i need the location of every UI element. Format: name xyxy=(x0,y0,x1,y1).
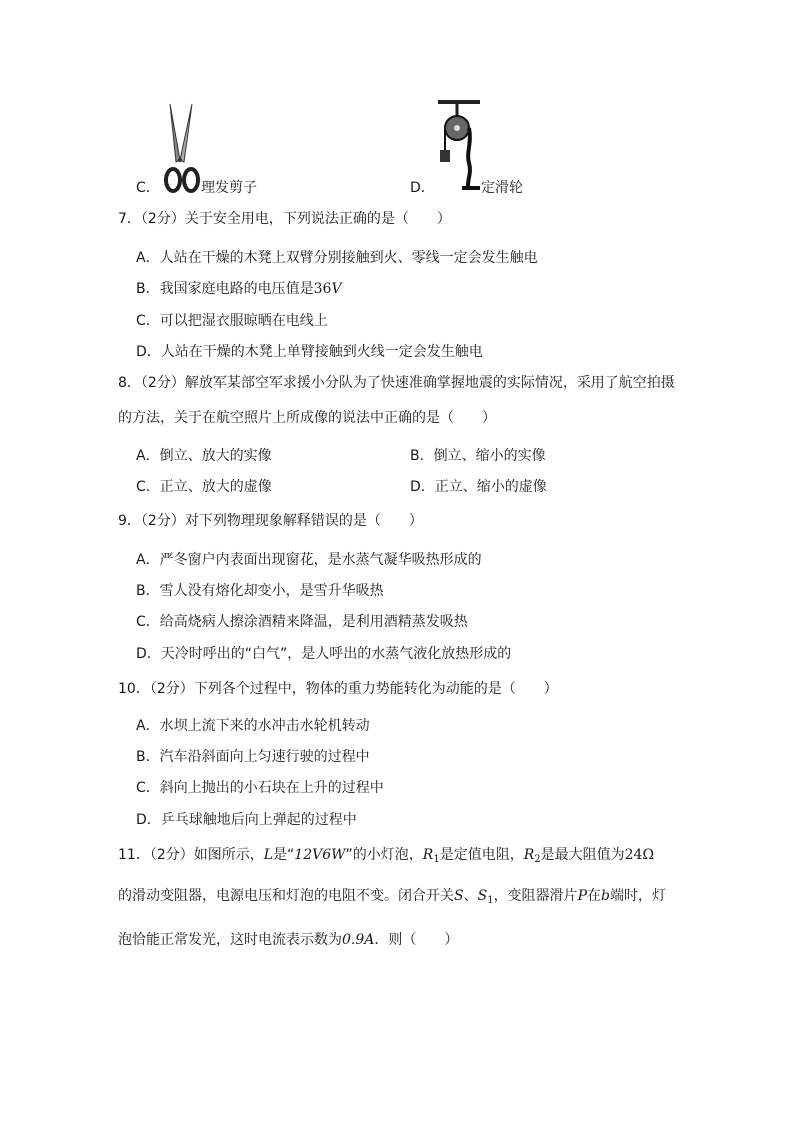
q11-symbol-s1: S xyxy=(477,888,488,904)
q8-option-c: C．正立、放大的虚像 xyxy=(136,479,272,495)
q11-symbol-l: L xyxy=(263,847,274,863)
q11-text: ．则（ ） xyxy=(374,932,459,948)
q7-option-a: A．人站在干燥的木凳上双臂分别接触到火、零线一定会发生触电 xyxy=(136,250,538,266)
q10-stem: 10．（2分）下列各个过程中，物体的重力势能转化为动能的是（ ） xyxy=(118,681,558,697)
q11-text: 是最大阻值为 xyxy=(540,847,625,863)
q11-symbol-r1-sub: 1 xyxy=(433,854,440,865)
q11-symbol-s: S xyxy=(454,888,464,904)
q11-symbol-s1-sub: 1 xyxy=(487,895,494,906)
q11-stem-line2 xyxy=(118,886,666,906)
q11-symbol-p: P xyxy=(577,888,587,904)
q8-stem-line1: 8．（2分）解放军某部空军求援小分队为了快速准确掌握地震的实际情况，采用了航空拍摄 xyxy=(118,375,675,391)
q11-text: 是定值电阻， xyxy=(439,847,524,863)
q9-option-a: A．严冬窗户内表面出现窗花，是水蒸气凝华吸热形成的 xyxy=(136,552,482,568)
q7-option-b xyxy=(136,279,342,299)
q6-option-c-letter: C． xyxy=(136,180,160,196)
q11-text: 端时，灯 xyxy=(609,888,666,904)
q9-option-b: B．雪人没有熔化却变小，是雪升华吸热 xyxy=(136,583,384,599)
q8-option-a: A．倒立、放大的实像 xyxy=(136,448,272,464)
q7-stem: 7．（2分）关于安全用电，下列说法正确的是（ ） xyxy=(118,211,451,227)
q7-option-c: C．可以把湿衣服晾晒在电线上 xyxy=(136,313,328,329)
q9-option-d: D．天冷时呼出的“白气”，是人呼出的水蒸气液化放热形成的 xyxy=(136,646,512,662)
q11-text: 11．（2分）如图所示， xyxy=(118,847,264,863)
q10-option-d: D．乒乓球触地后向上弹起的过程中 xyxy=(136,812,357,828)
q11-text: 的滑动变阻器，电源电压和灯泡的电阻不变。闭合开关 xyxy=(118,888,454,904)
q11-lamp-spec: 12V6W xyxy=(294,847,346,863)
q11-text: ”的小灯泡， xyxy=(345,847,423,863)
q8-stem-line2: 的方法，关于在航空照片上所成像的说法中正确的是（ ） xyxy=(118,410,496,426)
q7-option-b-text: B．我国家庭电路的电压值是 xyxy=(136,281,314,297)
scissors-figure xyxy=(160,102,204,194)
q6-option-c-label: 理发剪子 xyxy=(201,180,257,196)
q6-option-d-letter: D． xyxy=(410,180,435,196)
q11-current-value: 0.9A xyxy=(342,932,375,948)
q9-stem: 9．（2分）对下列物理现象解释错误的是（ ） xyxy=(118,513,423,529)
q8-option-b: B．倒立、缩小的实像 xyxy=(410,448,546,464)
q11-text: 在 xyxy=(586,888,601,904)
q6-option-d-label: 定滑轮 xyxy=(481,180,523,196)
q10-option-c: C．斜向上抛出的小石块在上升的过程中 xyxy=(136,780,384,796)
q9-option-c: C．给高烧病人擦涂酒精来降温，是利用酒精蒸发吸热 xyxy=(136,614,468,630)
q11-symbol-r2-sub: 2 xyxy=(534,854,541,865)
q11-symbol-b: b xyxy=(600,888,610,904)
q11-stem-line3 xyxy=(118,930,458,950)
q7-option-b-value: 36 xyxy=(313,281,332,297)
q8-option-d: D．正立、缩小的虚像 xyxy=(410,479,547,495)
q11-text: 泡恰能正常发光，这时电流表示数为 xyxy=(118,932,342,948)
q10-option-a: A．水坝上流下来的水冲击水轮机转动 xyxy=(136,718,370,734)
q10-option-b: B．汽车沿斜面向上匀速行驶的过程中 xyxy=(136,749,370,765)
q11-text: 、 xyxy=(463,888,478,904)
fixed-pulley-figure xyxy=(434,98,484,196)
q11-max-resistance: 24Ω xyxy=(624,847,655,863)
q11-symbol-r1: R xyxy=(422,847,434,863)
q7-option-d: D．人站在干燥的木凳上单臂接触到火线一定会发生触电 xyxy=(136,344,483,360)
q11-stem-line1 xyxy=(118,845,654,865)
q11-text: 是“ xyxy=(273,847,295,863)
q11-symbol-r2: R xyxy=(523,847,535,863)
q7-option-b-unit: V xyxy=(331,281,342,297)
q11-text: ，变阻器滑片 xyxy=(493,888,578,904)
